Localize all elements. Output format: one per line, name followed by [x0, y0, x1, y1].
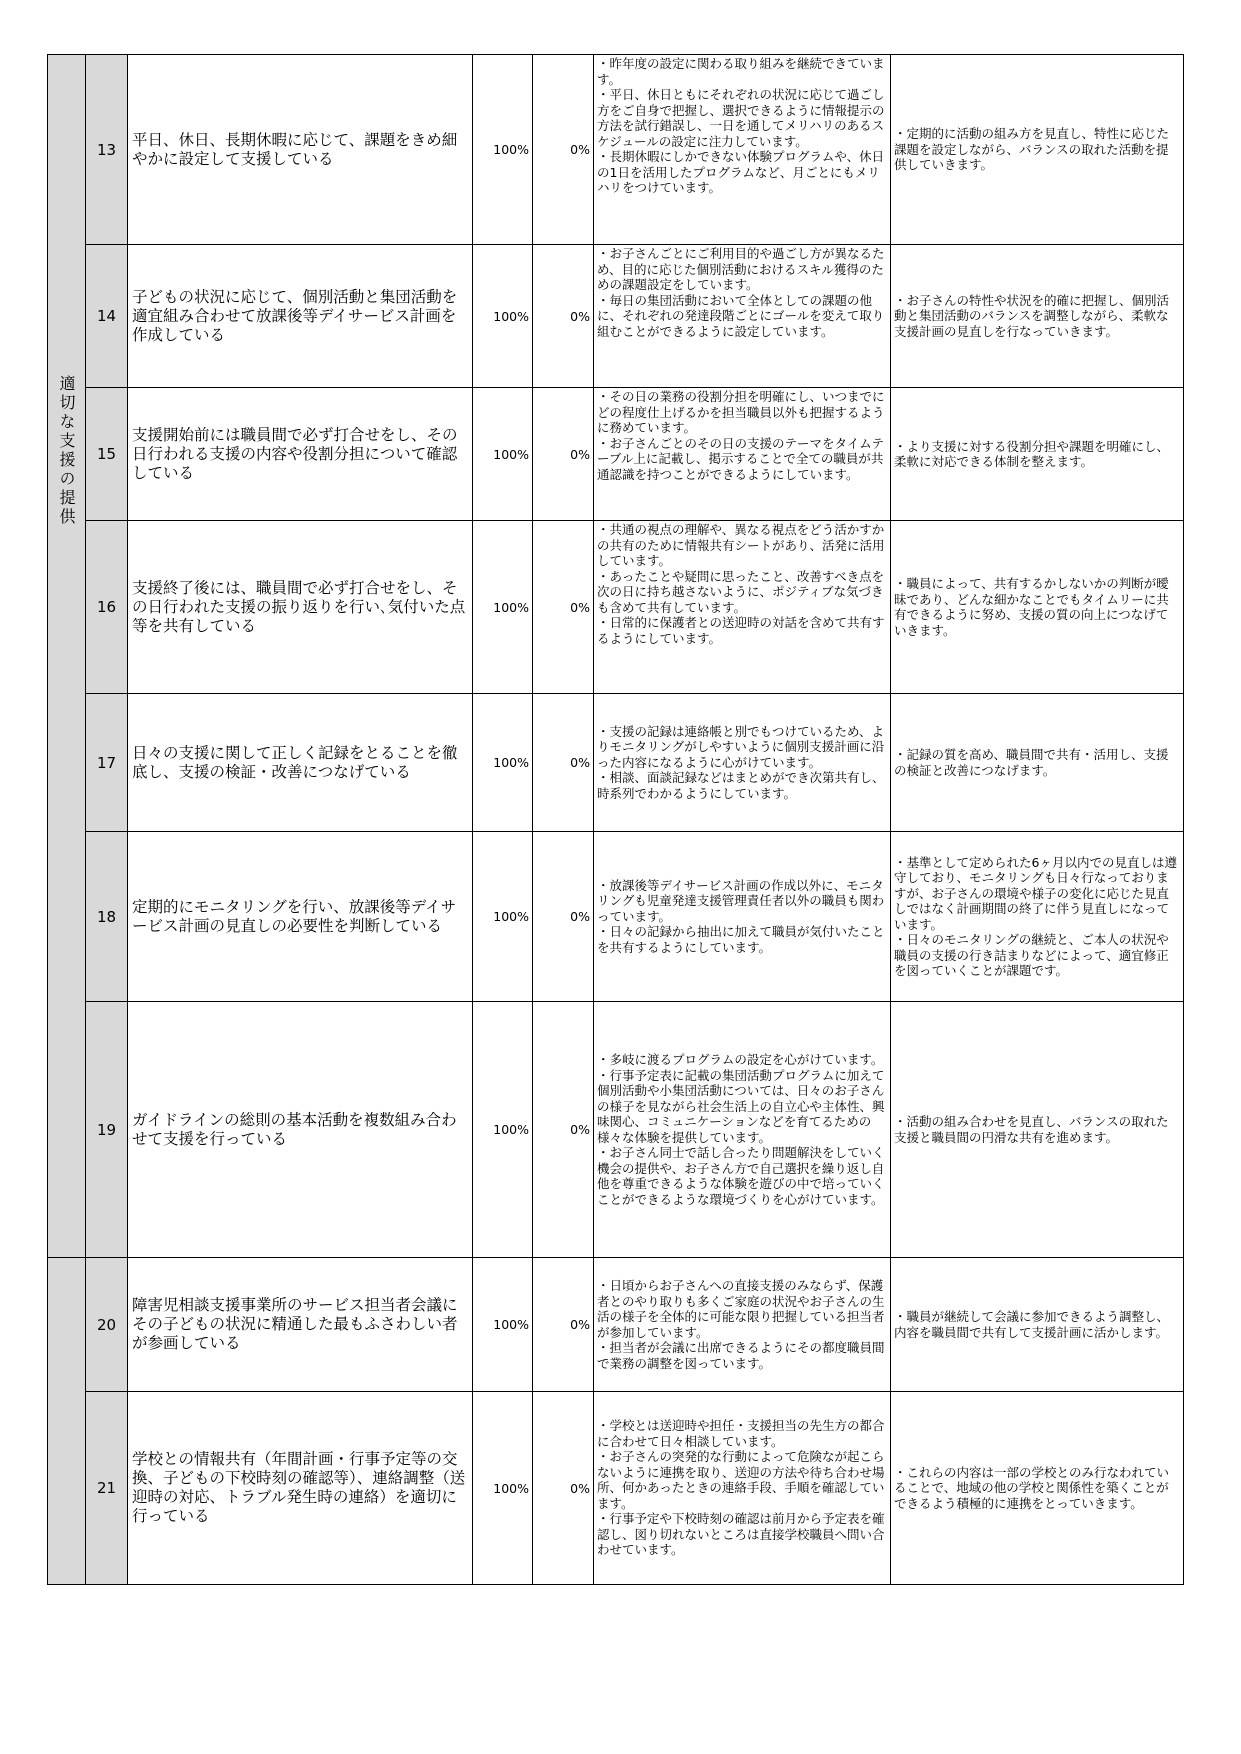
yes-percent: 100% [473, 1392, 533, 1585]
plan-text: ・お子さんの特性や状況を的確に把握し、個別活動と集団活動のバランスを調整しながら、柔軟な支援計画の見直しを行なっていきます。 [891, 245, 1184, 388]
text-line: ・日々のモニタリングの継続と、ご本人の状況や職員の支援の行き詰まりなどによって、適宜修正を図っていくことが課題です。 [894, 932, 1169, 978]
row-number: 13 [86, 55, 128, 245]
table-row [48, 694, 1184, 832]
evaluation-table [47, 54, 1184, 1585]
item-text: ガイドラインの総則の基本活動を複数組み合わせて支援を行っている [128, 1002, 473, 1258]
plan-text: ・活動の組み合わせを見直し、バランスの取れた支援と職員間の円滑な共有を進めます。 [891, 1002, 1184, 1258]
text-line: ・平日、休日ともにそれぞれの状況に応じて過ごし方をご自身で把握し、選択できるように情報提示の方法を試行錯誤し、一日を通してメリハリのあるスケジュールの設定に注力しています。 [597, 87, 885, 149]
text-line: ・多岐に渡るプログラムの設定を心がけています。 [597, 1052, 884, 1067]
plan-text: ・定期的に活動の組み方を見直し、特性に応じた課題を設定しながら、バランスの取れた活動を提供していきます。 [891, 55, 1184, 245]
row-number: 15 [86, 388, 128, 521]
item-text: 支援終了後には、職員間で必ず打合せをし、その日行われた支援の振り返りを行い､気付いた点等を共有している [128, 521, 473, 694]
table-row [48, 245, 1184, 388]
yes-percent: 100% [473, 1258, 533, 1392]
plan-text [891, 832, 1184, 1002]
yes-percent: 100% [473, 694, 533, 832]
table-row [48, 388, 1184, 521]
yes-percent: 100% [473, 832, 533, 1002]
text-line: ・担当者が会議に出席できるようにその都度職員間で業務の調整を図っています。 [597, 1340, 885, 1371]
category-cell [48, 55, 86, 1258]
status-text [594, 832, 891, 1002]
plan-text: ・記録の質を高め、職員間で共有・活用し、支援の検証と改善につなげます。 [891, 694, 1184, 832]
text-line: ・その日の業務の役割分担を明確にし、いつまでにどの程度仕上げるかを担当職員以外も把握するように務めています。 [597, 389, 885, 435]
status-text [594, 694, 891, 832]
item-text: 障害児相談支援事業所のサービス担当者会議にその子どもの状況に精通した最もふさわしい者が参画している [128, 1258, 473, 1392]
table-row [48, 832, 1184, 1002]
no-percent: 0% [533, 1392, 594, 1585]
no-percent: 0% [533, 694, 594, 832]
text-line: ・行事予定表に記載の集団活動プログラムに加えて個別活動や小集団活動については、日々のお子さんの様子を見ながら社会生活上の自立心や主体性、興味関心、コミュニケーションなどを育てるための様々な体験を提供しています。 [597, 1067, 885, 1145]
no-percent: 0% [533, 521, 594, 694]
row-number: 14 [86, 245, 128, 388]
text-line: ・支援の記録は連絡帳と別でもつけているため、よりモニタリングがしやすいように個別支援計画に沿った内容になるように心がけています。 [597, 723, 885, 770]
table-row [48, 1002, 1184, 1258]
table-row [48, 1392, 1184, 1585]
item-text: 支援開始前には職員間で必ず打合せをし、その日行われる支援の内容や役割分担について確認している [128, 388, 473, 521]
table-row [48, 55, 1184, 245]
text-line: ・お子さんごとのその日の支援のテーマをタイムテーブル上に記載し、掲示することで全ての職員が共通認識を持つことができるようにしています。 [597, 435, 885, 482]
text-line: ・長期休暇にしかできない体験プログラムや、休日の1日を活用したプログラムなど、月ごとにもメリハリをつけています。 [597, 149, 885, 195]
item-text: 学校との情報共有（年間計画・行事予定等の交換、子どもの下校時刻の確認等）、連絡調整（送迎時の対応、トラブル発生時の連絡）を適切に行っている [128, 1392, 473, 1585]
text-line: ・学校とは送迎時や担任・支援担当の先生方の都合に合わせて日々相談しています。 [597, 1418, 885, 1449]
item-text: 子どもの状況に応じて、個別活動と集団活動を適宜組み合わせて放課後等デイサービス計画を作成している [128, 245, 473, 388]
text-line: ・日常的に保護者との送迎時の対話を含めて共有するようにしています。 [597, 615, 885, 646]
text-line: ・共通の視点の理解や、異なる視点をどう活かすかの共有のために情報共有シートがあり、活発に活用しています。 [597, 522, 885, 568]
item-text: 定期的にモニタリングを行い、放課後等デイサービス計画の見直しの必要性を判断している [128, 832, 473, 1002]
row-number: 17 [86, 694, 128, 832]
yes-percent: 100% [473, 1002, 533, 1258]
category-label: 適切な支援の提供 [57, 375, 76, 527]
status-text [594, 521, 891, 694]
yes-percent: 100% [473, 245, 533, 388]
text-line: ・あったことや疑問に思ったこと、改善すべき点を次の日に持ち越さないように、ポジティブな気づきも含めて共有しています。 [597, 568, 885, 615]
text-line: ・日々の記録から抽出に加えて職員が気付いたことを共有するようにしています。 [597, 924, 885, 955]
category-cell [48, 1258, 86, 1585]
text-line: ・お子さんの突発的な行動によって危険なが起こらないように連携を取り、送迎の方法や待ち合わせ場所、何かあったときの連絡手段、手順を確認しています。 [597, 1449, 885, 1511]
table-row [48, 1258, 1184, 1392]
text-line: ・毎日の集団活動において全体としての課題の他に、それぞれの発達段階ごとにゴールを変えて取り組むことができるように設定しています。 [597, 292, 885, 339]
no-percent: 0% [533, 1002, 594, 1258]
status-text [594, 245, 891, 388]
text-line: ・行事予定や下校時刻の確認は前月から予定表を確認し、図り切れないところは直接学校職員へ問い合わせています。 [597, 1511, 885, 1558]
yes-percent: 100% [473, 55, 533, 245]
text-line: ・お子さんごとにご利用目的や過ごし方が異なるため、目的に応じた個別活動におけるスキル獲得のための課題設定をしています。 [597, 246, 885, 292]
item-text: 平日、休日、長期休暇に応じて、課題をきめ細やかに設定して支援している [128, 55, 473, 245]
no-percent: 0% [533, 1258, 594, 1392]
text-line: ・放課後等デイサービス計画の作成以外に、モニタリングも児童発達支援管理責任者以外の職員も関わっています。 [597, 877, 885, 924]
row-number: 20 [86, 1258, 128, 1392]
status-text [594, 1392, 891, 1585]
no-percent: 0% [533, 388, 594, 521]
plan-text: ・より支援に対する役割分担や課題を明確にし、柔軟に対応できる体制を整えます。 [891, 388, 1184, 521]
plan-text: ・職員が継続して会議に参加できるよう調整し、内容を職員間で共有して支援計画に活かします。 [891, 1258, 1184, 1392]
status-text [594, 1002, 891, 1258]
text-line: ・相談、面談記録などはまとめができ次第共有し、時系列でわかるようにしています。 [597, 770, 885, 801]
row-number: 19 [86, 1002, 128, 1258]
text-line: ・お子さん同士で話し合ったり問題解決をしていく機会の提供や、お子さん方で自己選択を繰り返し自他を尊重できるような体験を遊びの中で培っていくことができるような環境づくりを心がけています。 [597, 1145, 885, 1207]
no-percent: 0% [533, 245, 594, 388]
table-row [48, 521, 1184, 694]
item-text: 日々の支援に関して正しく記録をとることを徹底し、支援の検証・改善につなげている [128, 694, 473, 832]
yes-percent: 100% [473, 521, 533, 694]
text-line: ・日頃からお子さんへの直接支援のみならず、保護者とのやり取りも多くご家庭の状況やお子さんの生活の様子を全体的に可能な限り把握している担当者が参加しています。 [597, 1278, 885, 1340]
row-number: 18 [86, 832, 128, 1002]
row-number: 16 [86, 521, 128, 694]
status-text [594, 1258, 891, 1392]
status-text [594, 55, 891, 245]
text-line: ・昨年度の設定に関わる取り組みを継続できています。 [597, 56, 885, 87]
plan-text: ・これらの内容は一部の学校とのみ行なわれていることで、地域の他の学校と関係性を築くことができるよう積極的に連携をとっていきます。 [891, 1392, 1184, 1585]
row-number: 21 [86, 1392, 128, 1585]
status-text [594, 388, 891, 521]
plan-text: ・職員によって、共有するかしないかの判断が曖昧であり、どんな細かなことでもタイムリーに共有できるように努め、支援の質の向上につなげていきます。 [891, 521, 1184, 694]
text-line: ・基準として定められた6ヶ月以内での見直しは遵守しており、モニタリングも日々行なっておりますが、お子さんの環境や様子の変化に応じた見直しではなく計画期間の終了に伴う見直しになっています。 [894, 854, 1177, 932]
yes-percent: 100% [473, 388, 533, 521]
no-percent: 0% [533, 55, 594, 245]
no-percent: 0% [533, 832, 594, 1002]
